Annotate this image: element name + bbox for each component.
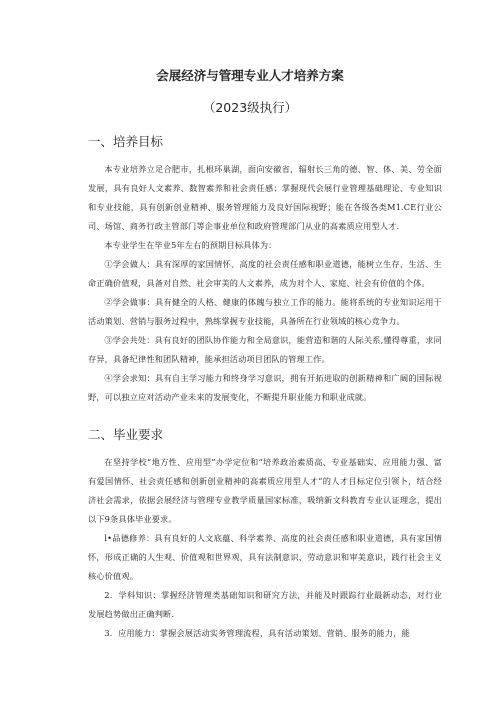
paragraph: 2．学科知识：掌握经济管理类基础知识和研究方法，并能及时跟踪行业最新动态，对行业发展趋势做出正确判断. [88, 590, 442, 619]
paragraph: 在坚持学校“地方性、应用型”办学定位和“培养政治素质高、专业基础实、应用能力强、富有爱国情怀、社会责任感和创新创业精神的高素质应用型人才”的人才目标定位引领卜，结合经济社会需求，依据会展经济与管理专业教学质量国家标准，吸纳新文科教育专业认证理念，提出以下9条具体毕业要求。 [88, 457, 442, 524]
paragraph: 本专业学生在毕业5年左右的预期目标具体为： [104, 240, 277, 250]
paragraph: l•品德修养：具有良好的人文底蕴、科学素养、高度的社会责任感和职业道德，具有家国情怀，形成正确的人生观、价值观和世界观，具有法制意识、劳动意识和审美意识，践行社会主义核心价值观。 [88, 533, 442, 581]
section-heading: 一、培养目标 [88, 134, 164, 149]
paragraph: 本专业培养立足合肥市，扎根环巢湖，面向安徽省，辐射长三角的德、智、体、美、劳全面发展，具有良好人文素养、数智素养和社会责任感；掌握现代会展行业管理基础理论、专业知识和专业技能，具有创新创业精神、服务管理能力及良好国际视野；能在各级各类M1.CE行业公司、场馆、商务行政主管部门等企事业单位和政府管理部门从业的高素质应用型人才. [88, 164, 442, 231]
paragraph: ②学会做事：具有健全的人格、健康的体魄与独立工作的能力。能将系统的专业知识运用于活动策划、营销与服务过程中，熟练掌握专业技能，具备所在行业领域的核心竞争力。 [88, 297, 442, 326]
document-subtitle: （2023级执行） [202, 100, 298, 115]
paragraph: 3．应用能力：掌握会展活动实务管理流程，具有活动策划、营销、服务的能力，能 [104, 628, 410, 638]
paragraph: ④学会求知：具有自主学习能力和终身学习意识，拥有开拓进取的创新精神和广阔的国际视野，可以独立应对活动产业未来的发展变化，不断提升职业能力和职业成就。 [88, 373, 442, 402]
paragraph: ①学会做人：具有深厚的家国情怀、高度的社会责任感和职业道德，能树立生存、生活、生命正确价值观，具备对自然、社会审美的人文素养，成为对个人、家庭、社会有价值的个体。 [88, 259, 442, 288]
section-graduation-requirements [88, 425, 442, 643]
document-title: 会展经济与管理专业人才培养方案 [156, 68, 344, 83]
section-training-goals [88, 132, 442, 407]
section-heading: 二、毕业要求 [88, 427, 164, 442]
paragraph: ③学会共处：具有良好的团队协作能力和全局意识，能营造和谐的人际关系,懂得尊重，求同存异，具备纪律性和团队精神，能承担活动项目团队的管理工作。 [88, 335, 442, 364]
